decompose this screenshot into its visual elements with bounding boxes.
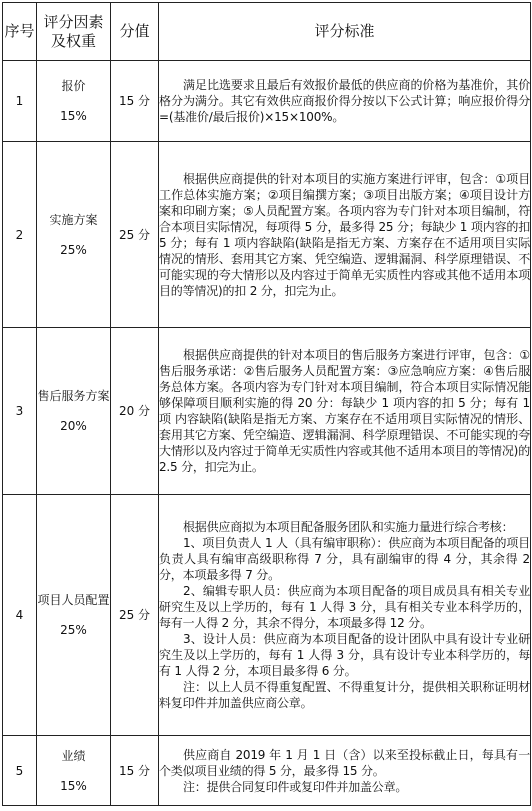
factor-name: 实施方案 [49,212,98,227]
factor-name: 售后服务方案 [37,389,110,403]
row-factor [37,495,111,736]
row-score: 25 分 [111,142,159,328]
criteria-paragraph: 2、编辑专职人员：供应商为本项目配备的项目成员具有相关专业研究生及以上学历的，每有 1 人得 3 分，具有相关专业本科学历的，每有一人得 2 分，其余不得分，本项最多得 12 分。 [159,584,530,630]
factor-weight: 20% [60,419,87,433]
factor-weight: 25% [60,623,87,637]
criteria-paragraph: 供应商自 2019 年 1 月 1 日（含）以来至投标截止日，每具有一个类似项目业绩的得 5 分，最多得 15 分。 [159,747,530,778]
criteria-paragraph: 3、设计人员：供应商为本项目配备的设计团队中具有设计专业研究生及以上学历的，每有 1 人得 3 分，具有设计专业本科学历的，每有 1 人得 2 分，本项目最多得 6 分。 [159,632,530,678]
criteria-paragraph: 满足比选要求且最后有效报价最低的供应商的价格为基准价，其价格分为满分。其它有效供应商报价得分按以下公式计算；响应报价得分=(基准价/最后报价)×15×100%。 [159,78,530,124]
row-no: 2 [3,142,37,328]
factor-name: 业绩 [61,748,86,763]
row-factor [37,142,111,328]
table-header-row [3,3,531,61]
row-criteria [159,61,531,142]
header-score: 分值 [111,3,159,61]
factor-name: 项目人员配置 [37,593,110,607]
criteria-paragraph: 根据供应商提供的针对本项目的售后服务方案进行评审，包含：①售后服务承诺：②售后服务人员配置方案：③应急响应方案：④售后服务总体方案。各项内容为专门针对本项目编制，符合本项目实际情况能够保障项目顺利实施的得 20 分：每缺少 1 项内容的扣 5 分；每有 1 项 内容缺陷(缺陷是指无方案、方案存在不适用项目实际情况的情形、套用其它方案、凭空编造、逻辑漏洞、科学原理错误、不可能实现的夸大情形以及内容过于简单无实质性内容或其他不适用本项目的等情况)的 2.5 分，扣完为止。 [159,348,530,474]
table-row [3,61,531,142]
criteria-paragraph: 根据供应商提供的针对本项目的实施方案进行评审，包含：①项目工作总体实施方案；②项目编撰方案；③项目出版方案；④项目设计方案和印刷方案；⑤人员配置方案。各项内容为专门针对本项目编制，符合本项目实际情况，每项得 5 分，最多得 25 分；每缺少 1 项内容的扣 5 分；每有 1 项内容缺陷(缺陷是指无方案、方案存在不适用项目实际情况的情形、套用其它方案、凭空编造、逻辑漏洞、科学原理错误、不可能实现的夸大情形以及内容过于简单无实质性内容或其他不适用本项目的等情况)的扣 2 分，扣完为止。 [159,171,530,298]
header-criteria: 评分标准 [159,3,531,61]
row-score: 25 分 [111,495,159,736]
factor-weight: 15% [60,778,87,793]
row-no: 1 [3,61,37,142]
criteria-note: 注：以上人员不得重复配置、不得重复计分，提供相关职称证明材料复印件并加盖供应商公章。 [159,680,530,710]
row-factor [37,328,111,495]
table-row [3,142,531,328]
factor-weight: 15% [60,109,87,123]
header-no: 序号 [3,3,37,61]
table-row [3,736,531,806]
factor-weight: 25% [60,242,87,257]
row-no: 4 [3,495,37,736]
row-criteria [159,736,531,806]
row-criteria [159,328,531,495]
row-factor [37,61,111,142]
table-row [3,328,531,495]
table-row [3,495,531,736]
factor-name: 报价 [61,79,86,93]
header-factor: 评分因素及权重 [37,3,111,61]
row-criteria [159,495,531,736]
criteria-paragraph: 1、项目负责人 1 人（具有编审职称）：供应商为本项目配备的项目负责人具有编审高级职称得 7 分，具有副编审的得 4 分，其余得 2 分，本项最多得 7 分。 [159,536,530,582]
row-score: 20 分 [111,328,159,495]
row-no: 3 [3,328,37,495]
row-criteria [159,142,531,328]
row-score: 15 分 [111,736,159,806]
row-no: 5 [3,736,37,806]
row-score: 15 分 [111,61,159,142]
criteria-note: 注：提供合同复印件或复印件并加盖公章。 [183,779,408,794]
scoring-table [2,2,531,806]
row-factor [37,736,111,806]
criteria-paragraph: 根据供应商拟为本项目配备服务团队和实施力量进行综合考核： [183,520,514,534]
